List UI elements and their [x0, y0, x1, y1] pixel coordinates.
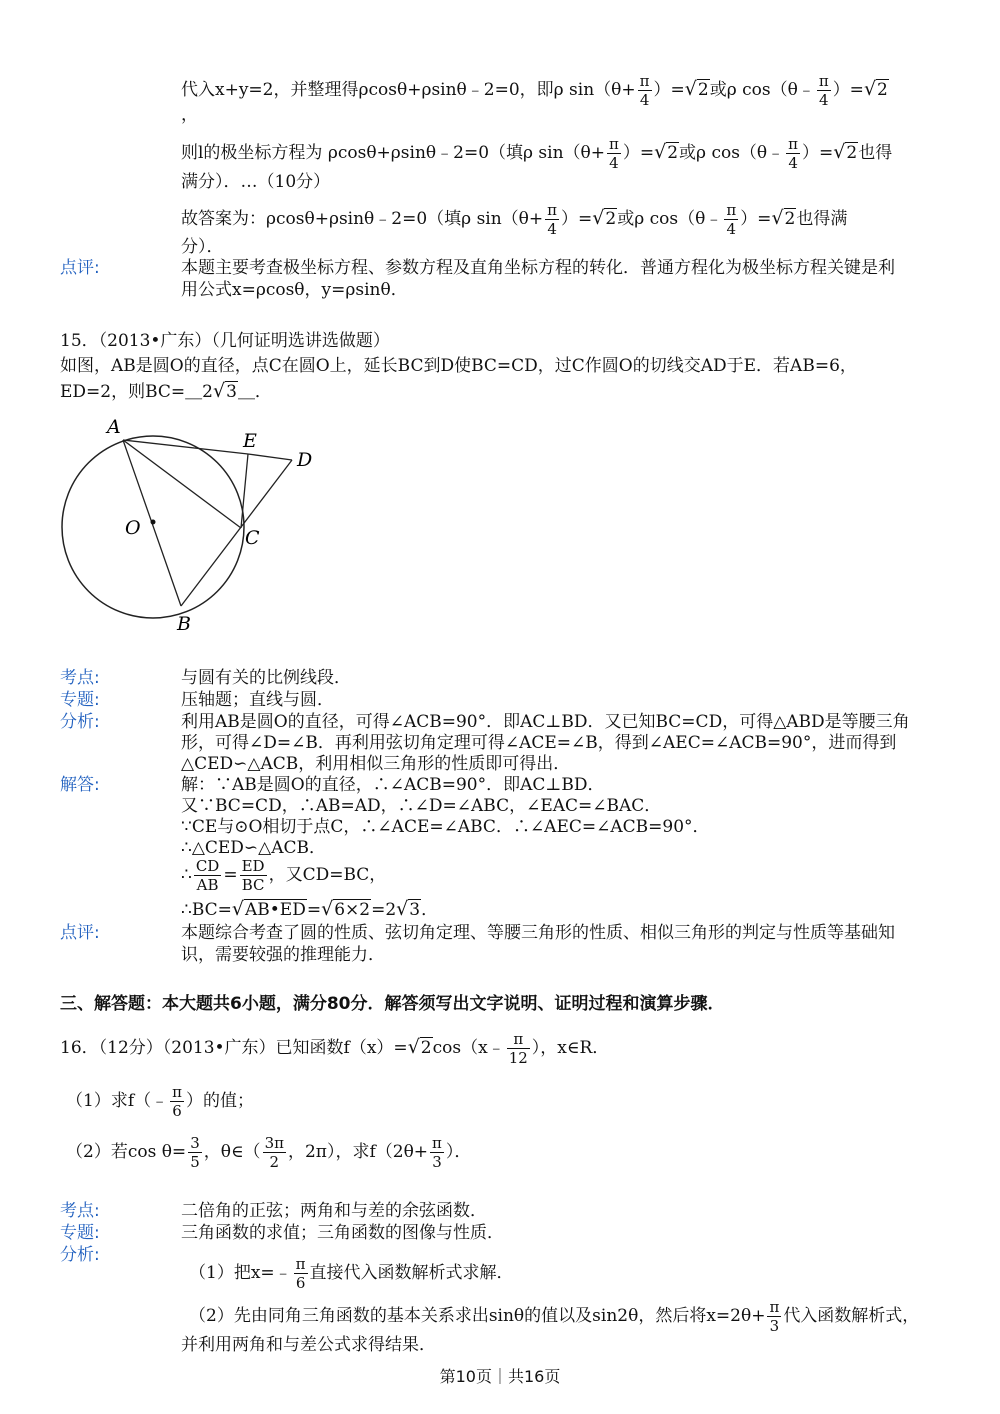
- q15-jieda-4: ∴△CED∽△ACB．: [181, 838, 327, 858]
- q15-fenxi-2: 形，可得∠D=∠B．再利用弦切角定理可得∠ACE=∠B，得到∠AEC=∠ACB=90°，进而得到: [181, 733, 897, 753]
- review-label: 点评:: [60, 258, 100, 278]
- label-o: O: [125, 517, 141, 539]
- answer-line-5: 分）．: [181, 237, 224, 257]
- q16-fenxi-1: （1）把x=﹣ $\frac{\pi}{6}$ 直接代入函数解析式求解．: [189, 1255, 514, 1292]
- label-d: D: [297, 449, 313, 471]
- segment-ec: [241, 454, 248, 528]
- answer-line-2: 则l的极坐标方程为 ρcosθ+ρsinθ﹣2=0（填ρ sin（θ+ $\frac{\pi}{4}$ ）=√2或ρ cos（θ﹣ $\frac{\pi}{4}$ ）=√2也得: [181, 135, 893, 172]
- q15-dianping-label: 点评:: [60, 923, 100, 943]
- q15-fenxi-3: △CED∽△ACB，利用相似三角形的性质即可得出．: [181, 754, 571, 774]
- segment-ed: [248, 454, 292, 460]
- section-3-heading: 三、解答题：本大题共6小题，满分80分．解答须写出文字说明、证明过程和演算步骤．: [60, 994, 725, 1014]
- answer-line-1: 代入x+y=2，并整理得ρcosθ+ρsinθ﹣2=0，即ρ sin（θ+ $\frac{\pi}{4}$ ）=√2或ρ cos（θ﹣ $\frac{\pi}{4}$ ）=√2: [181, 72, 888, 109]
- review-text-1: 本题主要考查极坐标方程、参数方程及直角坐标方程的转化．普通方程化为极坐标方程关键是利: [181, 258, 895, 278]
- answer-comma: ，: [181, 105, 198, 125]
- answer-line-3: 满分）．…（10分）: [181, 172, 331, 192]
- q15-jieda-6: ∴BC=√AB•ED=√6×2=2√3．: [181, 898, 439, 920]
- q15-jieda-1: 解：∵AB是圆O的直径，∴∠ACB=90°．即AC⊥BD．: [181, 775, 605, 795]
- q15-kaodian-label: 考点:: [60, 668, 100, 688]
- q16-fenxi-2: （2）先由同角三角函数的基本关系求出sinθ的值以及sin2θ，然后将x=2θ+ $\frac{\pi}{3}$ 代入函数解析式，: [189, 1298, 920, 1335]
- q16-heading: 16．（12分）（2013•广东）已知函数f（x）=√2cos（x﹣ $\frac{\pi}{12}$ ），x∈R．: [60, 1030, 610, 1067]
- label-b: B: [177, 613, 191, 635]
- review-text-2: 用公式x=ρcosθ，y=ρsinθ．: [181, 280, 408, 300]
- q15-kaodian: 与圆有关的比例线段．: [181, 668, 351, 688]
- q16-fenxi-3: 并利用两角和与差公式求得结果．: [181, 1335, 436, 1355]
- label-e: E: [243, 430, 257, 452]
- label-c: C: [245, 527, 260, 549]
- q15-stem-1: 如图，AB是圆O的直径，点C在圆O上，延长BC到D使BC=CD，过C作圆O的切线交AD于E．若AB=6，: [60, 356, 857, 376]
- q15-zhuanti: 压轴题；直线与圆．: [181, 690, 334, 710]
- q16-zhuanti-label: 专题:: [60, 1223, 100, 1243]
- q16-zhuanti: 三角函数的求值；三角函数的图像与性质．: [181, 1223, 504, 1243]
- q15-fenxi-label: 分析:: [60, 712, 100, 732]
- q15-dianping-1: 本题综合考查了圆的性质、弦切角定理、等腰三角形的性质、相似三角形的判定与性质等基础知: [181, 923, 895, 943]
- q16-kaodian-label: 考点:: [60, 1201, 100, 1221]
- q16-part-2: （2）若cos θ= $\frac{3}{5}$ ，θ∈（ $\frac{3\pi}{2}$ ，2π），求f（2θ+ $\frac{\pi}{3}$ ）．: [66, 1134, 472, 1171]
- q15-jieda-label: 解答:: [60, 775, 100, 795]
- q15-jieda-5: ∴ $\frac{CD}{AB}$ = $\frac{ED}{BC}$ ，又CD=BC，: [181, 857, 387, 894]
- q15-dianping-2: 识，需要较强的推理能力．: [181, 945, 385, 965]
- q16-part-1: （1）求f（﹣ $\frac{\pi}{6}$ ）的值；: [66, 1083, 254, 1120]
- q15-zhuanti-label: 专题:: [60, 690, 100, 710]
- page-footer: 第10页｜共16页: [439, 1367, 561, 1386]
- q15-geometry-figure: [55, 410, 335, 640]
- answer-line-4: 故答案为：ρcosθ+ρsinθ﹣2=0（填ρ sin（θ+ $\frac{\pi}{4}$ ）=√2或ρ cos（θ﹣ $\frac{\pi}{4}$ ）=√2也得满: [181, 201, 848, 238]
- q15-heading: 15．（2013•广东）（几何证明选讲选做题）: [60, 331, 390, 351]
- q15-jieda-2: 又∵BC=CD，∴AB=AD，∴∠D=∠ABC，∠EAC=∠BAC．: [181, 796, 662, 816]
- q15-stem-2: ED=2，则BC=＿2√3＿．: [60, 380, 272, 402]
- q16-kaodian: 二倍角的正弦；两角和与差的余弦函数．: [181, 1201, 487, 1221]
- center-point-o: [151, 520, 156, 525]
- q15-fenxi-1: 利用AB是圆O的直径，可得∠ACB=90°．即AC⊥BD．又已知BC=CD，可得△ABD是等腰三角: [181, 712, 910, 732]
- segment-bd: [181, 460, 292, 606]
- segment-ac: [123, 440, 241, 528]
- q15-jieda-3: ∵CE与⊙O相切于点C，∴∠ACE=∠ABC．∴∠AEC=∠ACB=90°．: [181, 817, 710, 837]
- label-a: A: [107, 416, 121, 438]
- q16-fenxi-label: 分析:: [60, 1245, 100, 1265]
